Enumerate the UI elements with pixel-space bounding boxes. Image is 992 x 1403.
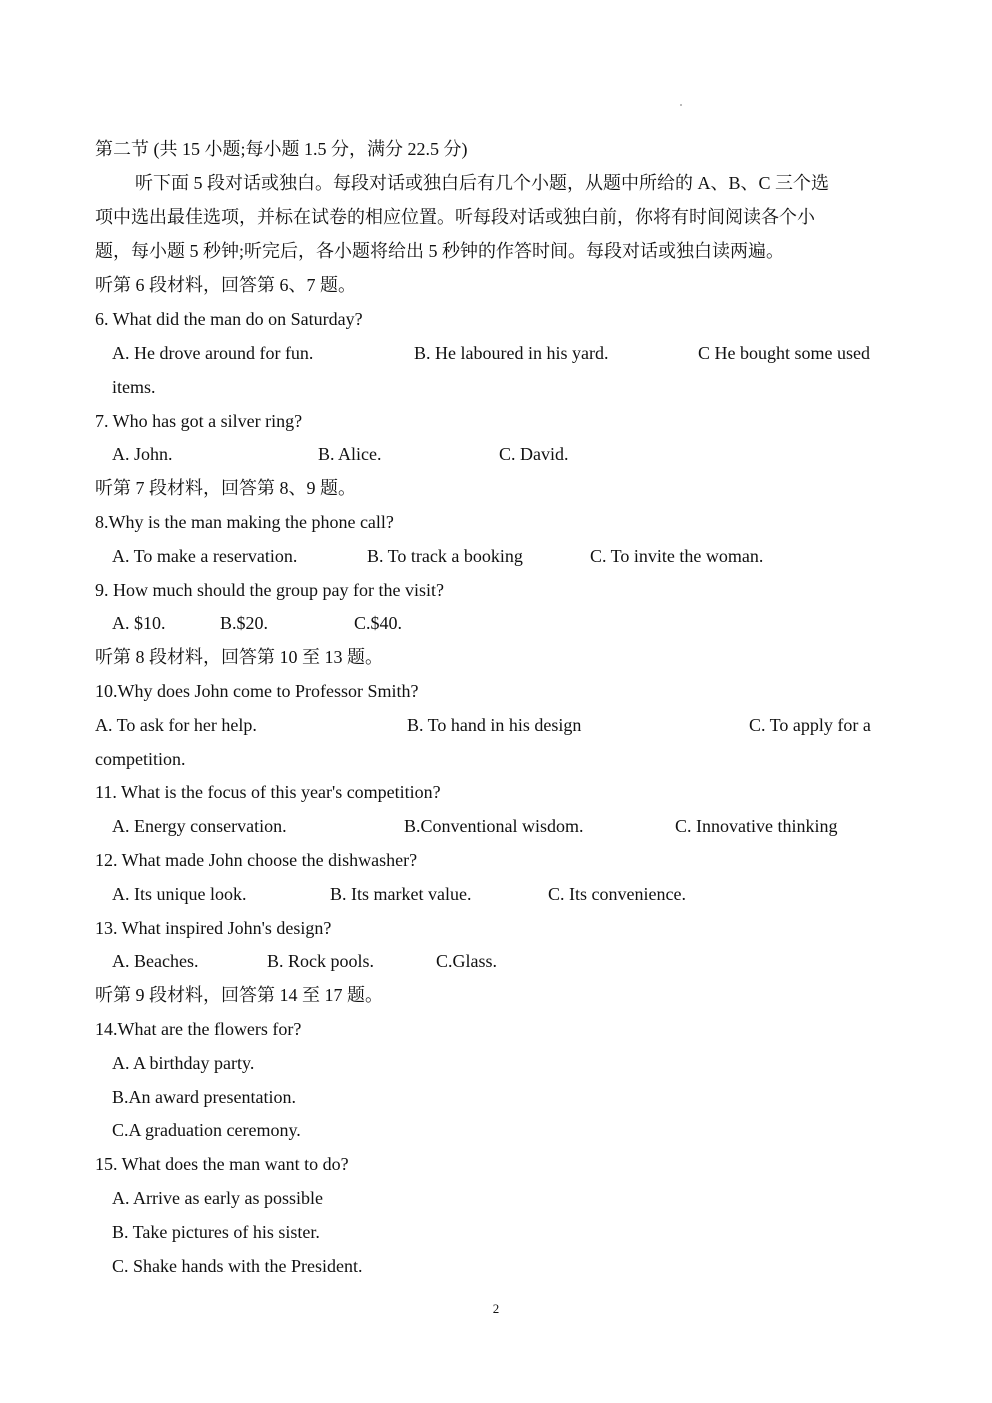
question-12-option-a: A. Its unique look. <box>112 884 247 904</box>
question-12-option-c: C. Its convenience. <box>548 884 686 904</box>
question-10-option-c-continued: competition. <box>95 749 186 769</box>
question-6-option-a: A. He drove around for fun. <box>112 343 314 363</box>
question-11-stem: 11. What is the focus of this year's competition? <box>95 782 441 802</box>
question-13-stem: 13. What inspired John's design? <box>95 918 332 938</box>
question-14-option-c: C.A graduation ceremony. <box>112 1120 301 1140</box>
instructions-line-3: 题，每小题 5 秒钟;听完后，各小题将给出 5 秒钟的作答时间。每段对话或独白读两遍。 <box>95 241 784 261</box>
question-8-stem: 8.Why is the man making the phone call? <box>95 512 394 532</box>
question-7-option-c: C. David. <box>499 444 569 464</box>
question-9-stem: 9. How much should the group pay for the visit? <box>95 580 444 600</box>
question-8-option-c: C. To invite the woman. <box>590 546 764 566</box>
question-9-option-a: A. $10. <box>112 613 166 633</box>
question-13-option-a: A. Beaches. <box>112 951 199 971</box>
question-15-option-a: A. Arrive as early as possible <box>112 1188 323 1208</box>
question-13-option-b: B. Rock pools. <box>267 951 375 971</box>
question-13-option-c: C.Glass. <box>436 951 498 971</box>
question-7-stem: 7. Who has got a silver ring? <box>95 411 303 431</box>
passage-label-6: 听第 6 段材料，回答第 6、7 题。 <box>95 275 356 295</box>
question-6-option-c-continued: items. <box>112 377 156 397</box>
question-14-option-b: B.An award presentation. <box>112 1087 296 1107</box>
question-10-option-c: C. To apply for a <box>749 715 871 735</box>
question-14-stem: 14.What are the flowers for? <box>95 1019 302 1039</box>
question-10-stem: 10.Why does John come to Professor Smith? <box>95 681 419 701</box>
question-9-option-c: C.$40. <box>354 613 403 633</box>
question-8-option-b: B. To track a booking <box>367 546 523 566</box>
question-9-option-b: B.$20. <box>220 613 269 633</box>
question-11-option-a: A. Energy conservation. <box>112 816 287 836</box>
question-11-option-b: B.Conventional wisdom. <box>404 816 584 836</box>
passage-label-7: 听第 7 段材料，回答第 8、9 题。 <box>95 478 356 498</box>
question-15-option-c: C. Shake hands with the President. <box>112 1256 363 1276</box>
question-11-option-c: C. Innovative thinking <box>675 816 838 836</box>
question-6-option-b: B. He laboured in his yard. <box>414 343 609 363</box>
question-12-option-b: B. Its market value. <box>330 884 472 904</box>
question-15-option-b: B. Take pictures of his sister. <box>112 1222 320 1242</box>
speck-mark <box>680 104 682 106</box>
question-10-option-a: A. To ask for her help. <box>95 715 257 735</box>
question-6-stem: 6. What did the man do on Saturday? <box>95 309 363 329</box>
instructions-line-1: 听下面 5 段对话或独白。每段对话或独白后有几个小题，从题中所给的 A、B、C 三个选 <box>135 173 830 193</box>
question-12-stem: 12. What made John choose the dishwasher? <box>95 850 418 870</box>
passage-label-9: 听第 9 段材料，回答第 14 至 17 题。 <box>95 985 383 1005</box>
question-6-option-c: C He bought some used <box>698 343 870 363</box>
question-7-option-b: B. Alice. <box>318 444 382 464</box>
question-14-option-a: A. A birthday party. <box>112 1053 255 1073</box>
passage-label-8: 听第 8 段材料，回答第 10 至 13 题。 <box>95 647 383 667</box>
instructions-line-2: 项中选出最佳选项，并标在试卷的相应位置。听每段对话或独白前，你将有时间阅读各个小 <box>95 207 815 227</box>
question-10-option-b: B. To hand in his design <box>407 715 582 735</box>
section-heading: 第二节 (共 15 小题;每小题 1.5 分，满分 22.5 分) <box>95 139 468 159</box>
question-8-option-a: A. To make a reservation. <box>112 546 298 566</box>
page-number: 2 <box>492 1301 500 1316</box>
question-7-option-a: A. John. <box>112 444 173 464</box>
question-15-stem: 15. What does the man want to do? <box>95 1154 349 1174</box>
